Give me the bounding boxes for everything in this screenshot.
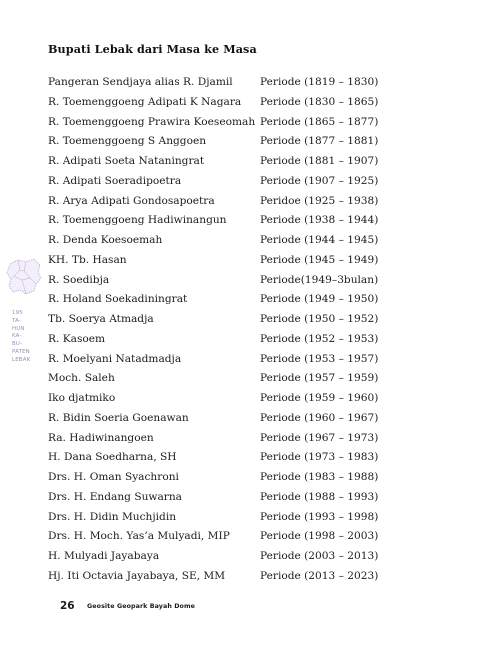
bupati-name: Iko djatmiko	[48, 392, 116, 404]
bupati-row	[48, 429, 448, 449]
bupati-name: R. Adipati Soeta Nataningrat	[48, 155, 205, 167]
anniversary-label-line: PATEN	[12, 348, 30, 355]
bupati-name: R. Soedibja	[48, 273, 110, 286]
bupati-row	[48, 310, 448, 330]
bupati-period: Periode (1907 – 1925)	[260, 174, 379, 187]
bupati-name: Moch. Saleh	[48, 372, 115, 385]
bupati-row	[48, 290, 448, 310]
anniversary-label-line: KA-	[12, 333, 22, 340]
bupati-period: Periode (1993 – 1998)	[260, 510, 379, 523]
anniversary-label-line: TA-	[12, 317, 21, 324]
bupati-row	[48, 369, 448, 389]
bupati-row	[48, 508, 448, 528]
bupati-name: Drs. H. Moch. Yas’a Mulyadi, MIP	[48, 530, 230, 543]
bupati-row	[48, 330, 448, 350]
bupati-period: Periode (1983 – 1988)	[260, 471, 379, 483]
bupati-period: Periode (1953 – 1957)	[260, 352, 379, 365]
bupati-period: Periode (1819 – 1830)	[260, 76, 379, 88]
bupati-name: H. Dana Soedharna, SH	[48, 451, 177, 464]
bupati-period: Peridoe (1925 – 1938)	[260, 194, 379, 207]
bupati-row	[48, 251, 448, 271]
page-number: 26	[60, 600, 75, 612]
bupati-name: R. Moelyani Natadmadja	[48, 352, 182, 365]
bupati-row	[48, 468, 448, 488]
anniversary-label	[12, 310, 30, 365]
bupati-period: Periode(1949–3bulan)	[260, 273, 379, 286]
bupati-name: Drs. H. Endang Suwarna	[48, 490, 182, 503]
bupati-period: Periode (2003 – 2013)	[260, 550, 379, 562]
bupati-period: Periode (1944 – 1945)	[260, 234, 379, 246]
bupati-period: Periode (1945 – 1949)	[260, 253, 379, 266]
bupati-name: KH. Tb. Hasan	[48, 253, 127, 266]
bupati-period: Periode (1830 – 1865)	[260, 95, 379, 108]
bupati-period: Periode (1938 – 1944)	[260, 214, 379, 227]
bupati-row	[48, 547, 448, 567]
bupati-period: Periode (1949 – 1950)	[260, 293, 379, 306]
bupati-name: Tb. Soerya Atmadja	[48, 313, 154, 325]
bupati-row	[48, 192, 448, 212]
anniversary-label-line: LEBAK	[12, 356, 31, 363]
bupati-name: R. Kasoem	[48, 332, 106, 345]
bupati-name: Hj. Iti Octavia Jayabaya, SE, MM	[48, 569, 226, 582]
bupati-period: Periode (1865 – 1877)	[260, 115, 379, 128]
page-heading: Bupati Lebak dari Masa ke Masa	[48, 42, 257, 56]
bupati-row	[48, 211, 448, 231]
bupati-name: R. Arya Adipati Gondosapoetra	[48, 194, 215, 207]
bupati-name: Pangeran Sendjaya alias R. Djamil	[48, 76, 233, 88]
anniversary-label-line: HUN	[12, 325, 25, 332]
bupati-row	[48, 350, 448, 370]
bupati-row	[48, 113, 448, 133]
bupati-row	[48, 409, 448, 429]
bupati-row	[48, 271, 448, 291]
bupati-name: R. Toemenggoeng Hadiwinangun	[48, 214, 227, 227]
bupati-period: Periode (1957 – 1959)	[260, 372, 379, 385]
bupati-period: Periode (1952 – 1953)	[260, 332, 379, 345]
bupati-period: Periode (1967 – 1973)	[260, 431, 379, 444]
bupati-name: R. Toemenggoeng S Anggoen	[48, 135, 207, 148]
bupati-name: R. Holand Soekadiningrat	[48, 293, 188, 306]
bupati-name: R. Toemenggoeng Adipati K Nagara	[48, 95, 242, 108]
bupati-name: R. Toemenggoeng Prawira Koeseomah	[48, 115, 256, 128]
bupati-row	[48, 172, 448, 192]
bupati-period: Periode (1950 – 1952)	[260, 313, 379, 325]
bupati-row	[48, 132, 448, 152]
anniversary-label-line: 195	[12, 310, 23, 316]
bupati-period: Periode (1877 – 1881)	[260, 135, 379, 148]
footer-title: Geosite Geopark Bayah Dome	[87, 603, 196, 610]
bupati-period: Periode (1973 – 1983)	[260, 451, 379, 464]
bupati-name: R. Bidin Soeria Goenawan	[48, 411, 189, 424]
bupati-row	[48, 389, 448, 409]
bupati-row	[48, 567, 448, 587]
bupati-period: Periode (1960 – 1967)	[260, 411, 379, 424]
bupati-name: H. Mulyadi Jayabaya	[48, 550, 160, 562]
bupati-period: Periode (1988 – 1993)	[260, 490, 379, 503]
bupati-row	[48, 73, 448, 93]
bupati-name: Ra. Hadiwinangoen	[48, 431, 154, 444]
bupati-list	[48, 73, 448, 587]
lebak-map-icon	[4, 256, 44, 298]
bupati-name: Drs. H. Didin Muchjidin	[48, 510, 177, 523]
bupati-name: Drs. H. Oman Syachroni	[48, 471, 179, 483]
bupati-row	[48, 93, 448, 113]
bupati-period: Periode (1881 – 1907)	[260, 155, 379, 167]
bupati-name: R. Adipati Soeradipoetra	[48, 174, 182, 187]
bupati-row	[48, 527, 448, 547]
bupati-row	[48, 152, 448, 172]
bupati-row	[48, 448, 448, 468]
bupati-period: Periode (1998 – 2003)	[260, 530, 379, 543]
anniversary-label-line: BU-	[12, 341, 23, 348]
bupati-period: Periode (1959 – 1960)	[260, 392, 379, 404]
bupati-name: R. Denda Koesoemah	[48, 234, 163, 246]
bupati-row	[48, 231, 448, 251]
bupati-period: Periode (2013 – 2023)	[260, 569, 379, 582]
bupati-row	[48, 488, 448, 508]
